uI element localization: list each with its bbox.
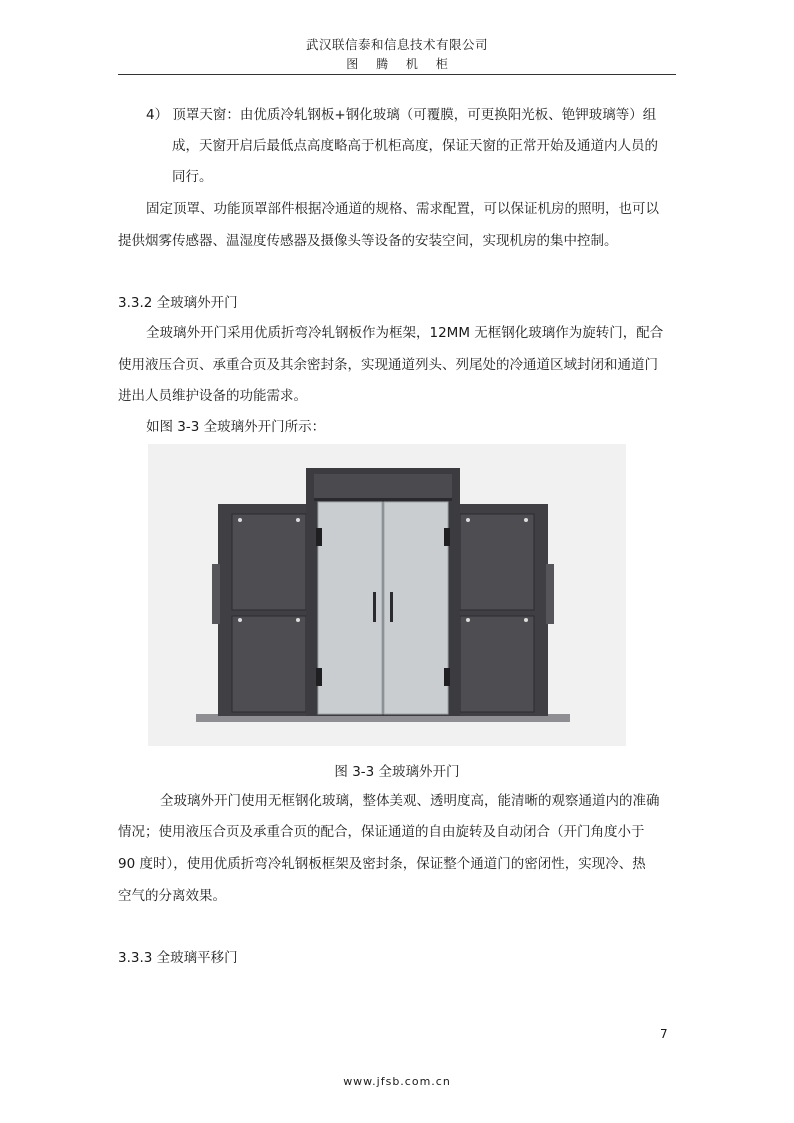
page-number: 7 bbox=[660, 1027, 668, 1041]
para1-line2: 提供烟雾传感器、温湿度传感器及摄像头等设备的安装空间，实现机房的集中控制。 bbox=[118, 233, 618, 249]
hinge-bottom-left bbox=[316, 668, 322, 686]
left-cabinet-lower-panel bbox=[232, 616, 306, 712]
right-cabinet-lower-panel bbox=[460, 616, 534, 712]
para2-line3: 进出人员维护设备的功能需求。 bbox=[118, 388, 307, 404]
figure-caption: 图 3-3 全玻璃外开门 bbox=[334, 764, 460, 780]
para3-line2: 情况；使用液压合页及承重合页的配合，保证通道的自由旋转及自动闭合（开门角度小于 bbox=[118, 824, 645, 840]
left-glass-door bbox=[318, 502, 382, 714]
right-cabinet-upper-panel bbox=[460, 514, 534, 610]
hinge-top-left bbox=[316, 528, 322, 546]
header-rule bbox=[118, 74, 676, 75]
right-cabinet-side-handle bbox=[546, 564, 554, 624]
right-glass-door bbox=[384, 502, 448, 714]
left-door-handle bbox=[373, 592, 376, 622]
door-top-header bbox=[314, 474, 452, 498]
figure-reference: 如图 3-3 全玻璃外开门所示： bbox=[146, 419, 326, 435]
left-cabinet-side-handle bbox=[212, 564, 220, 624]
figure-glass-door bbox=[148, 444, 626, 746]
para3-line1: 全玻璃外开门使用无框钢化玻璃，整体美观、透明度高，能清晰的观察通道内的准确 bbox=[160, 793, 660, 809]
hinge-bottom-right bbox=[444, 668, 450, 686]
item4-line3: 同行。 bbox=[172, 169, 213, 185]
left-cabinet-upper-panel bbox=[232, 514, 306, 610]
section-heading-333: 3.3.3 全玻璃平移门 bbox=[118, 950, 238, 966]
para3-line3: 90 度时），使用优质折弯冷轧钢板框架及密封条，保证整个通道门的密闭性，实现冷、热 bbox=[118, 856, 646, 872]
section-heading-332: 3.3.2 全玻璃外开门 bbox=[118, 295, 238, 311]
footer-url: www.jfsb.com.cn bbox=[343, 1075, 451, 1088]
item4-line2: 成，天窗开启后最低点高度略高于机柜高度，保证天窗的正常开始及通道内人员的 bbox=[172, 138, 658, 154]
para2-line2: 使用液压合页、承重合页及其余密封条，实现通道列头、列尾处的冷通道区域封闭和通道门 bbox=[118, 357, 658, 373]
para1-line1: 固定顶罩、功能顶罩部件根据冷通道的规格、需求配置，可以保证机房的照明，也可以 bbox=[146, 201, 659, 217]
hinge-top-right bbox=[444, 528, 450, 546]
header-subtitle: 图 腾 机 柜 bbox=[346, 57, 448, 71]
right-door-handle bbox=[390, 592, 393, 622]
para2-line1: 全玻璃外开门采用优质折弯冷轧钢板作为框架，12MM 无框钢化玻璃作为旋转门，配合 bbox=[146, 325, 664, 341]
para3-line4: 空气的分离效果。 bbox=[118, 888, 226, 904]
glass-door-illustration bbox=[148, 444, 626, 746]
item4-line1: 4） 顶罩天窗：由优质冷轧钢板+钢化玻璃（可覆膜，可更换阳光板、铯钾玻璃等）组 bbox=[146, 107, 657, 123]
header-company: 武汉联信泰和信息技术有限公司 bbox=[305, 37, 488, 52]
